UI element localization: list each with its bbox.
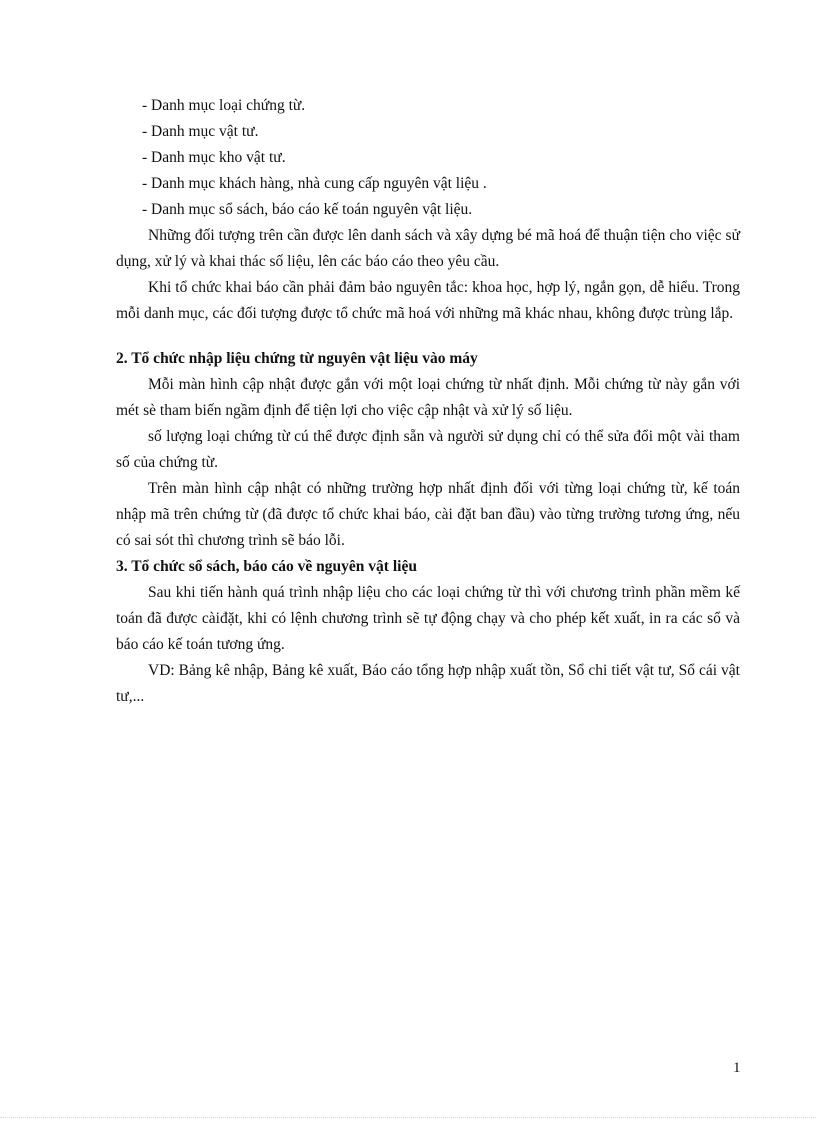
paragraph: Trên màn hình cập nhật có những trường hợp nhất định đối với từng loại chứng từ, kế toán nhập mã trên chứng từ (đã được tổ chức khai báo, cài đặt ban đầu) vào từng trường tương ứng, nếu có sai sót thì chương trình sẽ báo lỗi. — [116, 480, 740, 549]
paragraph: Khi tổ chức khai báo cần phải đảm bảo nguyên tắc: khoa học, hợp lý, ngắn gọn, dễ hiểu. Trong mỗi danh mục, các đối tượng được tổ chức mã hoá với những mã khác nhau, không được trùng lắp. — [116, 279, 740, 322]
page-number: 1 — [733, 1060, 741, 1076]
list-item: - Danh mục khách hàng, nhà cung cấp nguyên vật liệu . — [142, 175, 487, 192]
paragraph: Những đối tượng trên cần được lên danh sách và xây dựng bé mã hoá để thuận tiện cho việc sử dụng, xử lý và khai thác số liệu, lên các báo cáo theo yêu cầu. — [116, 227, 740, 270]
document-body — [116, 93, 740, 710]
page-bottom-divider — [0, 1117, 816, 1118]
section-heading: 2. Tổ chức nhập liệu chứng từ nguyên vật liệu vào máy — [116, 350, 478, 367]
paragraph: số lượng loại chứng từ cú thể được định sẵn và người sử dụng chỉ có thể sửa đổi một vài tham số của chứng từ. — [116, 428, 740, 471]
list-item: - Danh mục sổ sách, báo cáo kế toán nguyên vật liệu. — [142, 201, 473, 218]
section-heading: 3. Tổ chức sổ sách, báo cáo về nguyên vật liệu — [116, 558, 417, 575]
section-spacer — [116, 327, 740, 346]
paragraph: VD: Bảng kê nhập, Bảng kê xuất, Báo cáo tổng hợp nhập xuất tồn, Sổ chi tiết vật tư, Sổ cái vật tư,... — [116, 662, 740, 705]
list-item: - Danh mục loại chứng từ. — [142, 97, 306, 114]
list-item: - Danh mục kho vật tư. — [142, 149, 286, 166]
list-item: - Danh mục vật tư. — [142, 123, 259, 140]
paragraph: Sau khi tiến hành quá trình nhập liệu cho các loại chứng từ thì với chương trình phần mềm kế toán đã được càiđặt, khi có lệnh chương trình sẽ tự động chạy và cho phép kết xuất, in ra các sổ và báo cáo kế toán tương ứng. — [116, 584, 740, 653]
paragraph: Mỗi màn hình cập nhật được gắn với một loại chứng từ nhất định. Mỗi chứng từ này gắn với mét sè tham biến ngầm định để tiện lợi cho việc cập nhật và xử lý số liệu. — [116, 376, 740, 419]
